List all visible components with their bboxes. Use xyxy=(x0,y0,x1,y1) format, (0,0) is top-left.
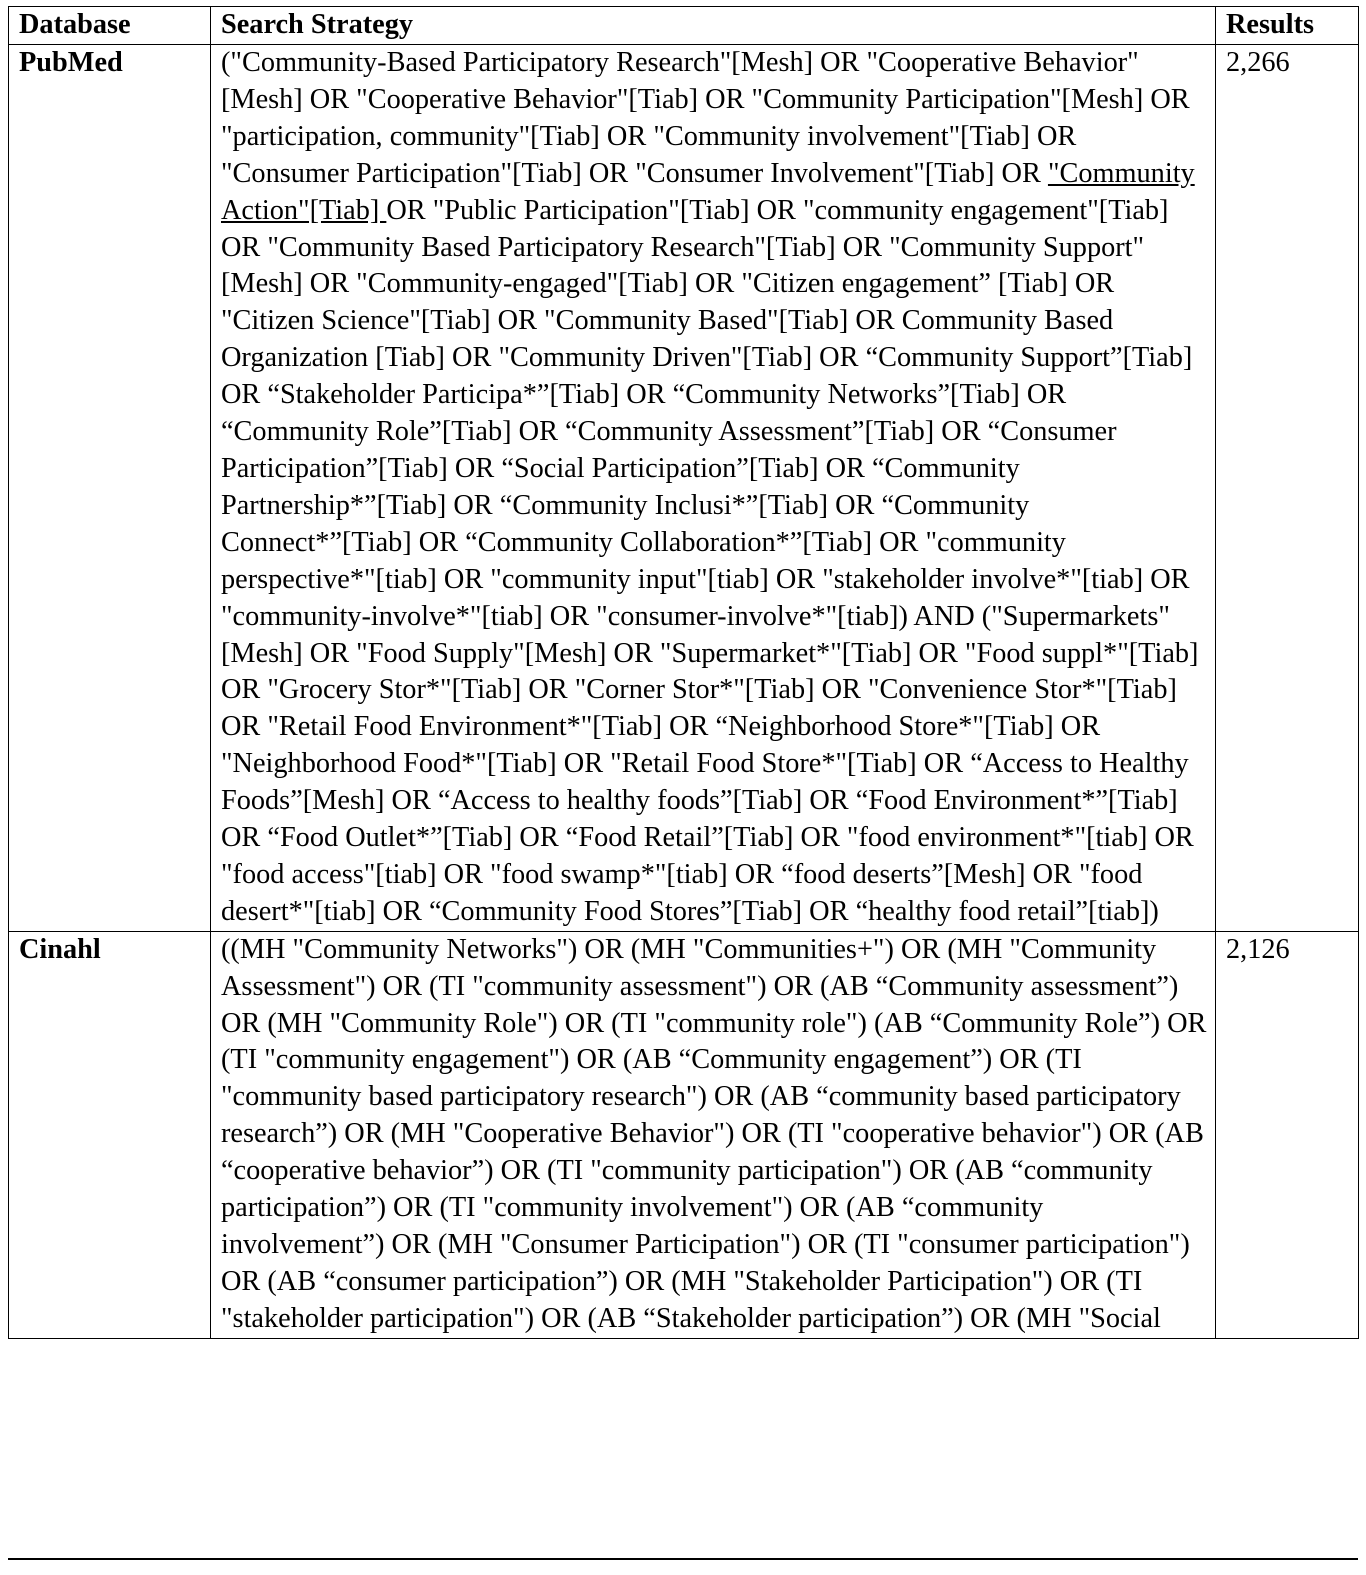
search-strategy-table xyxy=(8,6,1359,1339)
header-search-strategy: Search Strategy xyxy=(211,7,1216,45)
page-cutoff xyxy=(0,1559,1366,1575)
strategy-underlined-text: "Community Action"[Tiab] xyxy=(221,157,1195,226)
table-header xyxy=(9,7,1359,45)
table-row-cinahl xyxy=(9,931,1359,1338)
database-name: Cinahl xyxy=(9,931,211,1338)
table-bottom-border xyxy=(8,1558,1358,1560)
search-strategy-text xyxy=(211,45,1216,932)
results-count: 2,266 xyxy=(1216,45,1359,932)
table-row-pubmed xyxy=(9,45,1359,932)
search-strategy-text: ((MH "Community Networks") OR (MH "Communities+") OR (MH "Community Assessment") OR (TI "community assessment") OR (AB “Community assessment”) OR (MH "Community Role") OR (TI "community role") (AB “Community Role”) OR (TI "community engagement") OR (AB “Community engagement”) OR (TI "community based participatory research") OR (AB “community based participatory research”) OR (MH "Cooperative Behavior") OR (TI "cooperative behavior") OR (AB “cooperative behavior”) OR (TI "community participation") OR (AB “community participation”) OR (TI "community involvement") OR (AB “community involvement”) OR (MH "Consumer Participation") OR (TI "consumer participation") OR (AB “consumer participation”) OR (MH "Stakeholder Participation") OR (TI "stakeholder participation") OR (AB “Stakeholder participation”) OR (MH "Social xyxy=(211,931,1216,1338)
header-row xyxy=(9,7,1359,45)
header-database: Database xyxy=(9,7,211,45)
strategy-text-part: ("Community-Based Participatory Research"[Mesh] OR "Cooperative Behavior"[Mesh] OR "Cooperative Behavior"[Tiab] OR "Community Participation"[Mesh] OR "participation, community"[Tiab] OR "Community involvement"[Tiab] OR "Consumer Participation"[Tiab] OR "Consumer Involvement"[Tiab] OR xyxy=(221,47,1190,189)
database-name: PubMed xyxy=(9,45,211,932)
header-results: Results xyxy=(1216,7,1359,45)
strategy-text-part: OR "Public Participation"[Tiab] OR "community engagement"[Tiab] OR "Community Based Participatory Research"[Tiab] OR "Community Support"[Mesh] OR "Community-engaged"[Tiab] OR "Citizen engagement” [Tiab] OR "Citizen Science"[Tiab] OR "Community Based"[Tiab] OR Community Based Organization [Tiab] OR "Community Driven"[Tiab] OR “Community Support”[Tiab] OR “Stakeholder Participa*”[Tiab] OR “Community Networks”[Tiab] OR “Community Role”[Tiab] OR “Community Assessment”[Tiab] OR “Consumer Participation”[Tiab] OR “Social Participation”[Tiab] OR “Community Partnership*”[Tiab] OR “Community Inclusi*”[Tiab] OR “Community Connect*”[Tiab] OR “Community Collaboration*”[Tiab] OR "community perspective*"[tiab] OR "community input"[tiab] OR "stakeholder involve*"[tiab] OR "community-involve*"[tiab] OR "consumer-involve*"[tiab]) AND ("Supermarkets"[Mesh] OR "Food Supply"[Mesh] OR "Supermarket*"[Tiab] OR "Food suppl*"[Tiab] OR "Grocery Stor*"[Tiab] OR "Corner Stor*"[Tiab] OR "Convenience Stor*"[Tiab] OR "Retail Food Environment*"[Tiab] OR “Neighborhood Store*"[Tiab] OR "Neighborhood Food*"[Tiab] OR "Retail Food Store*"[Tiab] OR “Access to Healthy Foods”[Mesh] OR “Access to healthy foods”[Tiab] OR “Food Environment*”[Tiab] OR “Food Outlet*”[Tiab] OR “Food Retail”[Tiab] OR "food environment*"[tiab] OR "food access"[tiab] OR "food swamp*"[tiab] OR “food deserts”[Mesh] OR "food desert*"[tiab] OR “Community Food Stores”[Tiab] OR “healthy food retail”[tiab]) xyxy=(221,194,1199,927)
results-count: 2,126 xyxy=(1216,931,1359,1338)
table-body xyxy=(9,45,1359,1339)
